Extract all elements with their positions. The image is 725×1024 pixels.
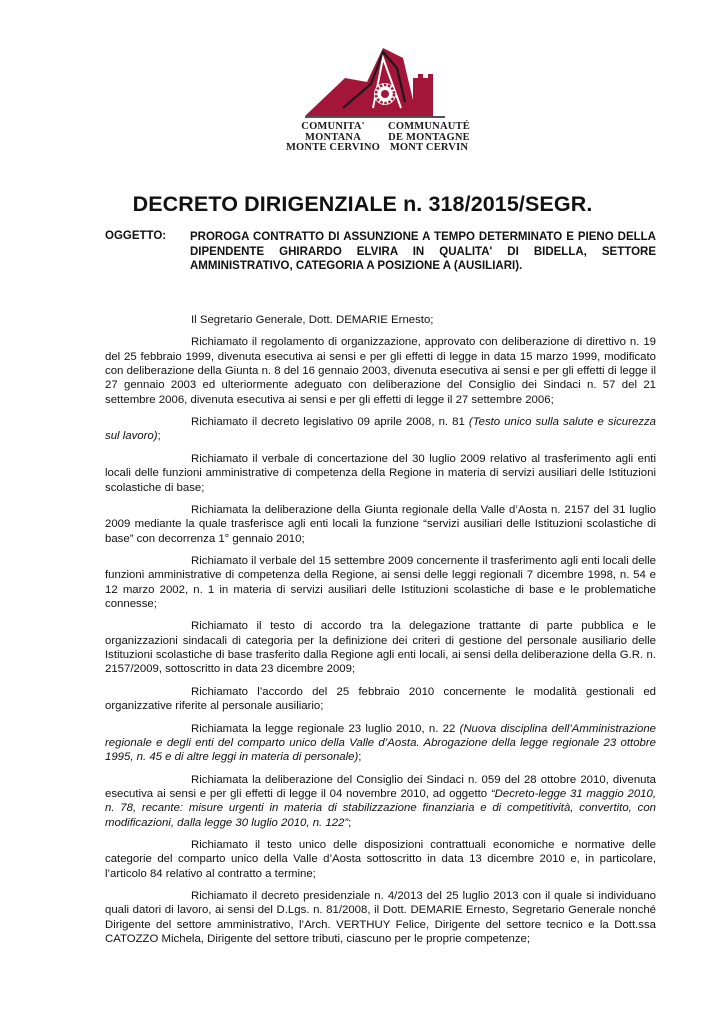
subject-text: PROROGA CONTRATTO DI ASSUNZIONE A TEMPO DETERMINATO E PIENO DELLA DIPENDENTE GHIRARDO ELVIRA IN QUALITA' DI BIDELLA, SETTORE AMMINISTRATIVO, CATEGORIA A POSIZIONE A (AUSILIARI). <box>190 231 656 272</box>
paragraph-text: Richiamato il regolamento di organizzazione, approvato con deliberazione di direttivo n. 19 del 25 febbraio 1999, divenuta esecutiva ai sensi e per gli effetti di legge in data 15 marzo 1999, modificato con deliberazione della Giunta n. 8 del 16 gennaio 2003, divenuta esecutiva ai sensi e per gli effetti di legge il 27 gennaio 2003 ed ulteriormente adeguato con deliberazione del Consiglio dei Sindaci n. 57 del 21 settembre 2006, divenuta esecutiva ai sensi e per gli effetti di legge il 27 settembre 2006; <box>105 336 656 406</box>
paragraph-text: Richiamato il decreto legislativo 09 aprile 2008, n. 81 <box>191 416 469 429</box>
paragraph <box>105 773 656 830</box>
paragraph-italic: “Decreto-legge 31 maggio 2010, n. 78, recante: misure urgenti in materia di stabilizzazione finanziaria e di competitività, convertito, con modificazioni, dalla legge 30 luglio 2010, n. 122” <box>105 788 656 829</box>
logo-line: MONT CERVIN <box>389 142 469 153</box>
paragraph <box>105 685 656 714</box>
logo-line: COMMUNAUTÉ <box>388 121 470 132</box>
paragraph-text: Il Segretario Generale, Dott. DEMARIE Ernesto; <box>191 314 434 326</box>
paragraph-end: ; <box>358 751 362 764</box>
paragraph-text: Richiamata la legge regionale 23 luglio 2010, n. 22 <box>191 722 460 735</box>
paragraph-text: Richiamata la deliberazione del Consiglio dei Sindaci n. 059 del 28 ottobre 2010, divenuta esecutiva ai sensi e per gli effetti di legge il 04 novembre 2010, ad oggetto <box>105 773 656 800</box>
logo <box>285 38 485 158</box>
paragraph <box>105 313 656 327</box>
paragraph <box>105 838 656 881</box>
paragraph-italic: (Nuova disciplina dell’Amministrazione regionale e degli enti del comparto unico della Valle d’Aosta. Abrogazione della legge regionale 23 ottobre 1995, n. 45 e di altre leggi in materia di personale) <box>105 722 657 764</box>
paragraph-text: Richiamato il decreto presidenziale n. 4/2013 del 25 luglio 2013 con il quale si individuano quali datori di lavoro, ai sensi del D.Lgs. n. 81/2008, il Dott. DEMARIE Ernesto, Segretario Generale nonché Dirigente del settore amministrativo, l’Arch. VERTHUY Felice, Dirigente del settore tecnico e la Dott.ssa CATOZZO Michela, Dirigente del settore tributi, ciascuno per le proprie competenze; <box>105 890 656 946</box>
mountain-emblem-icon <box>285 38 485 122</box>
paragraph-text: Richiamato il verbale del 15 settembre 2009 concernente il trasferimento agli enti locali delle funzioni amministrative di competenza della Regione, ai sensi delle leggi regionali 7 dicembre 1998, n. 54 e 12 marzo 2002, n. 1 in materia di servizi ausiliari delle Istituzioni scolastiche di base e le problematiche connesse; <box>105 555 656 610</box>
paragraph-text: Richiamata la deliberazione della Giunta regionale della Valle d’Aosta n. 2157 del 31 luglio 2009 mediante la quale trasferisce agli enti locali la funzione “servizi ausiliari delle Istituzioni scolastiche di base” con decorrenza 1° gennaio 2010; <box>105 504 656 545</box>
logo-text-italian <box>285 122 381 154</box>
document-body <box>105 313 656 955</box>
subject-label: OGGETTO: <box>105 230 167 242</box>
paragraph-italic: (Testo unico sulla salute e sicurezza sul lavoro) <box>105 416 656 443</box>
paragraph-text: Richiamato il verbale di concertazione del 30 luglio 2009 relativo al trasferimento agli enti locali delle funzioni amministrative di competenza della Regione in materia di servizi ausiliari delle Istituzioni scolastiche di base; <box>105 452 656 494</box>
logo-line: MONTE CERVINO <box>285 142 381 153</box>
paragraph-end: ; <box>348 816 352 829</box>
sun-core <box>381 90 389 98</box>
paragraph-text: Richiamato l’accordo del 25 febbraio 2010 concernente le modalità gestionali ed organizzative riferite al personale ausiliario; <box>105 685 656 713</box>
paragraph <box>105 452 656 495</box>
paragraph <box>105 889 656 946</box>
logo-line: DE MONTAGNE <box>388 131 470 143</box>
castle-tower-shape <box>413 74 433 116</box>
paragraph <box>105 554 656 611</box>
paragraph-end: ; <box>157 430 161 443</box>
logo-text-french <box>377 122 481 154</box>
paragraph <box>105 335 656 406</box>
paragraph <box>105 415 656 444</box>
logo-line: MONTANA <box>304 131 362 143</box>
paragraph <box>105 503 656 546</box>
paragraph-text: Richiamato il testo di accordo tra la delegazione trattante di parte pubblica e le organizzazioni sindacali di categoria per la definizione dei criteri di gestione del personale ausiliario delle Istituzioni scolastiche di base trasferito dalla Regione agli enti locali, ai sensi della deliberazione della G.R. n. 2157/2009, sottoscritto in data 23 dicembre 2009; <box>105 620 656 676</box>
logo-line: COMUNITA' <box>301 121 365 132</box>
paragraph <box>105 722 656 765</box>
mountain-red-shape <box>305 48 413 116</box>
paragraph-text: Richiamato il testo unico delle disposizioni contrattuali economiche e normative delle categorie del comparto unico della Valle d’Aosta sottoscritto in data 13 dicembre 2010 e, in particolare, l’articolo 84 relativo al contratto a termine; <box>105 839 656 880</box>
document-title: DECRETO DIRIGENZIALE n. 318/2015/SEGR. <box>132 192 593 216</box>
paragraph <box>105 619 656 676</box>
